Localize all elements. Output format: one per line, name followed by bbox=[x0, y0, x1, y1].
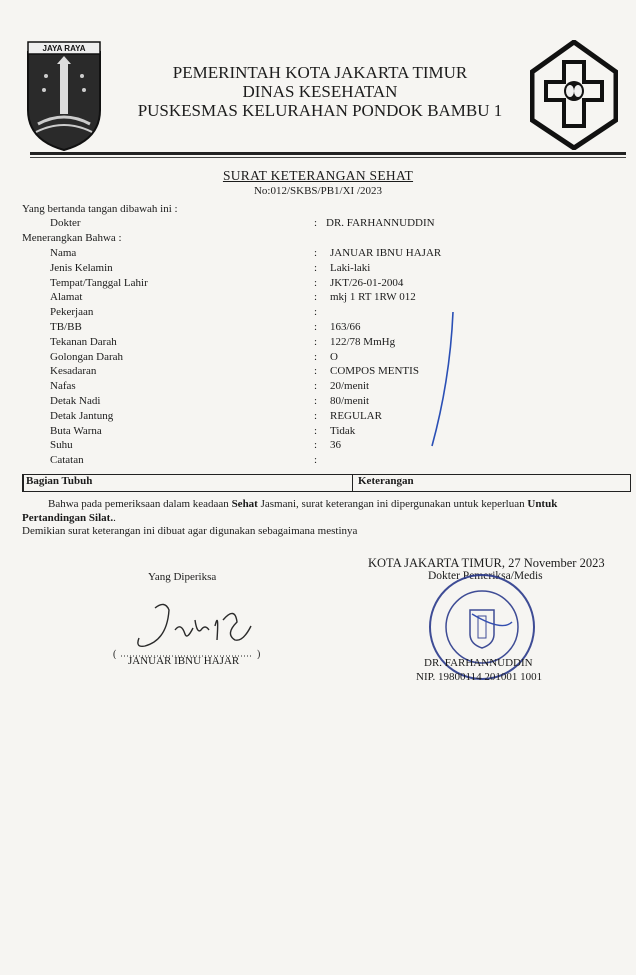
statement-bold-2: Untuk Pertandingan Silat. bbox=[22, 498, 558, 524]
field-label: TB/BB bbox=[50, 321, 82, 333]
doctor-role: Dokter Pemeriksa/Medis bbox=[428, 570, 543, 582]
field-colon: : bbox=[314, 321, 318, 333]
place-date: KOTA JAKARTA TIMUR, 27 November 2023 bbox=[368, 556, 605, 570]
doctor-nip: NIP. 19800114 201001 1001 bbox=[416, 671, 543, 683]
field-label: Kesadaran bbox=[50, 365, 97, 378]
field-colon: : bbox=[314, 380, 318, 393]
field-colon: : bbox=[314, 350, 318, 363]
field-value: 163/66 bbox=[330, 321, 361, 333]
document-number: No:012/SKBS/PB1/XI /2023 bbox=[253, 185, 383, 197]
field-value: 122/78 MmHg bbox=[330, 335, 396, 348]
field-colon: : bbox=[314, 247, 318, 259]
field-value: Tidak bbox=[330, 424, 356, 437]
field-value: JANUAR IBNU HAJAR bbox=[330, 247, 442, 259]
field-colon: : bbox=[314, 365, 318, 378]
field-colon: : bbox=[314, 395, 318, 407]
field-label: Tempat/Tanggal Lahir bbox=[50, 276, 148, 289]
statement-part-1: Bahwa pada pemeriksaan dalam keadaan bbox=[48, 498, 232, 510]
document-title: SURAT KETERANGAN SEHAT bbox=[222, 168, 414, 183]
statement-part-2: Jasmani, surat keterangan ini dipergunakan untuk keperluan bbox=[257, 498, 528, 510]
field-value: 80/menit bbox=[330, 395, 370, 407]
field-label: Suhu bbox=[50, 439, 73, 452]
doctor-value: DR. FARHANNUDDIN bbox=[326, 217, 435, 229]
field-colon: : bbox=[314, 424, 318, 437]
table-header-body-part: Bagian Tubuh bbox=[26, 475, 93, 487]
field-colon: : bbox=[314, 439, 318, 452]
field-colon: : bbox=[314, 335, 318, 348]
colon: : bbox=[314, 217, 318, 229]
header-line-2: DINAS KESEHATAN bbox=[242, 82, 398, 101]
field-value: mkj 1 RT 1RW 012 bbox=[330, 291, 416, 304]
pen-mark bbox=[420, 310, 460, 450]
body-parts-table bbox=[22, 474, 631, 492]
closing-text: Demikian surat keterangan ini dibuat agar digunakan sebagaimana mestinya bbox=[22, 525, 358, 537]
statement-part-3: . bbox=[113, 512, 116, 524]
svg-text:JAYA RAYA: JAYA RAYA bbox=[42, 44, 86, 53]
field-value: 20/menit bbox=[330, 380, 370, 393]
header-line-1: PEMERINTAH KOTA JAKARTA TIMUR bbox=[172, 63, 468, 82]
field-label: Alamat bbox=[50, 291, 83, 304]
patient-name: JANUAR IBNU HAJAR bbox=[128, 655, 240, 667]
field-label: Nafas bbox=[50, 380, 76, 393]
intro-text: Yang bertanda tangan dibawah ini : bbox=[22, 203, 178, 215]
field-value: JKT/26-01-2004 bbox=[330, 276, 404, 289]
field-value: REGULAR bbox=[330, 409, 382, 422]
field-label: Pekerjaan bbox=[50, 306, 94, 319]
table-column-divider bbox=[352, 474, 353, 492]
field-colon: : bbox=[314, 409, 318, 422]
svg-text:(: ( bbox=[113, 649, 117, 659]
svg-text:): ) bbox=[257, 649, 261, 659]
statement-bold-1: Sehat bbox=[231, 498, 258, 510]
field-colon: : bbox=[314, 454, 318, 467]
jakarta-emblem-logo bbox=[24, 40, 104, 152]
header-divider bbox=[30, 152, 626, 155]
statement-paragraph bbox=[22, 497, 602, 525]
field-colon: : bbox=[314, 291, 318, 304]
puskesmas-logo bbox=[530, 40, 618, 150]
doctor-name: DR. FARHANNUDDIN bbox=[424, 657, 533, 669]
header-line-3: PUSKESMAS KELURAHAN PONDOK BAMBU 1 bbox=[137, 101, 503, 120]
field-value: COMPOS MENTIS bbox=[330, 365, 419, 378]
header-divider-thin bbox=[30, 157, 626, 158]
field-label: Catatan bbox=[50, 454, 84, 467]
field-label: Golongan Darah bbox=[50, 350, 124, 363]
field-colon: : bbox=[314, 276, 318, 289]
doctor-label: Dokter bbox=[50, 217, 81, 229]
field-label: Jenis Kelamin bbox=[50, 261, 113, 274]
explains-text: Menerangkan Bahwa : bbox=[22, 232, 122, 244]
field-label: Tekanan Darah bbox=[50, 335, 117, 348]
field-label: Detak Nadi bbox=[50, 395, 101, 407]
field-label: Detak Jantung bbox=[50, 409, 114, 422]
patient-signature-label: Yang Diperiksa bbox=[148, 571, 217, 583]
field-value: O bbox=[330, 350, 338, 363]
field-value: Laki-laki bbox=[330, 261, 371, 274]
table-header-notes: Keterangan bbox=[358, 475, 414, 487]
field-colon: : bbox=[314, 261, 318, 274]
field-label: Buta Warna bbox=[50, 424, 102, 437]
field-colon: : bbox=[314, 306, 318, 319]
field-value: 36 bbox=[330, 439, 341, 452]
field-label: Nama bbox=[50, 247, 77, 259]
